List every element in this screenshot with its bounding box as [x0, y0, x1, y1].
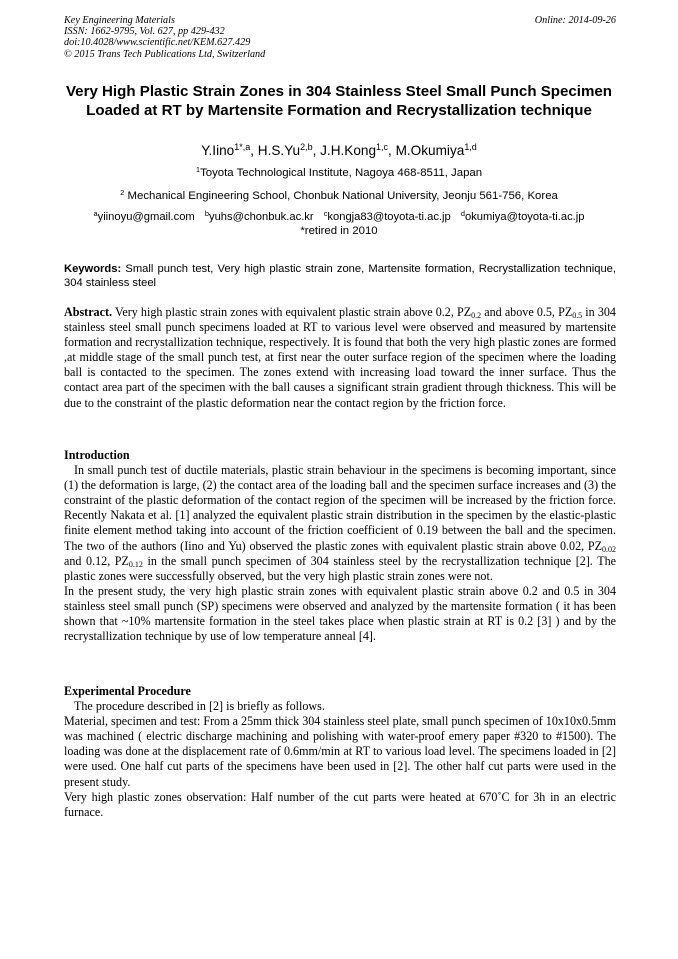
author-sup: 1,d	[464, 141, 477, 152]
affiliation-1: $^1$Toyota Technological Institute, Nagoya 468-8511, Japan	[195, 164, 483, 179]
email-link[interactable]: kongja83@toyota-ti.ac.jp	[327, 211, 451, 223]
online-date: Online: 2014-09-26	[534, 15, 616, 26]
paper-title: Very High Plastic Strain Zones in 304 Stainless Steel Small Punch Specimen Loaded at RT by Martensite Formation and Recrystallization technique	[65, 83, 613, 119]
keywords-text: Small punch test, Very high plastic strain zone, Martensite formation, Recrystallization technique, 304 stainless steel	[64, 263, 616, 290]
experimental-paragraph-2: Material, specimen and test: From a 25mm thick 304 stainless steel plate, small punch specimen of 10x10x0.5mm was machined ( electric discharge machining and polishing with water-proof emery paper #320 to #1500). The loading was done at the displacement rate of 0.6mm/min at RT to various load level. The specimens loaded in [2] were used. One half cut parts of the specimens have been used in [2]. The other half cut parts were used in the present study.	[64, 714, 616, 789]
introduction-paragraph-2: In the present study, the very high plastic strain zones with equivalent plastic strain above 0.2 and 0.5 in 304 stainless steel small punch (SP) specimens were observed and analyzed by the martensite formation ( it has been shown that ~10% martensite formation in the steel takes place when plastic strain at RT is 0.2 [3] ) and by the recrystallization technique by use of low temperature anneal [4].	[64, 583, 616, 644]
author-sup: 1,c	[376, 141, 389, 152]
experimental-heading: Experimental Procedure	[64, 684, 191, 698]
introduction-paragraph-1: In small punch test of ductile materials, plastic strain behaviour in the specimens is becoming important, since (1) the deformation is large, (2) the contact area of the loading ball and the specimen surface increases and (3) the constraint of the plastic deformation of the contact region of the specimen will be increased by the friction force. Recently Nakata et al. [1] analyzed the equivalent plastic strain distribution in the specimen by the elastic-plastic finite element method taking into account of the friction coefficient of 0.19 between the ball and the specimen. The two of the authors (Iino and Yu) observed the plastic zones with equivalent plastic strain above 0.02, $PZ_{0.02}$ and 0.12, $PZ_{0.12}$ in the small punch specimen of 304 stainless steel by the recrystallization technique [2]. The plastic zones were successfully observed, but the very high plastic strain zones were not.	[64, 463, 616, 583]
journal-issn: ISSN: 1662-9795, Vol. 627, pp 429-432	[64, 26, 225, 38]
experimental-section	[64, 684, 616, 820]
author-sup: 2,b	[300, 141, 313, 152]
author-name: H.S.Yu	[257, 143, 301, 158]
affiliation-2: $^2$ Mechanical Engineering School, Chonbuk National University, Jeonju 561-756, Korea	[120, 187, 558, 202]
experimental-paragraph-3: Very high plastic zones observation: Half number of the cut parts were heated at 670˚C for 3h in an electric furnace.	[64, 789, 616, 819]
keywords-label: Keywords:	[64, 263, 122, 275]
author-name: M.Okumiya	[395, 143, 465, 158]
journal-name: Key Engineering Materials	[64, 15, 175, 26]
journal-doi: doi:10.4028/www.scientific.net/KEM.627.429	[64, 37, 251, 49]
journal-copyright: © 2015 Trans Tech Publications Ltd, Switzerland	[64, 48, 266, 60]
email-link[interactable]: okumiya@toyota-ti.ac.jp	[464, 211, 585, 223]
journal-header	[64, 15, 616, 60]
keywords	[64, 262, 616, 290]
abstract-label: Abstract.	[64, 305, 113, 319]
email-link[interactable]: yiinoyu@gmail.com	[97, 211, 195, 223]
introduction-heading: Introduction	[64, 448, 130, 462]
author-name: Y.Iino	[201, 143, 235, 158]
author-list: Y.Iino$^{1*,a}$, H.S.Yu$^{2,b}$, J.H.Kong$^{1,c}$, M.Okumiya$^{1,d}$	[201, 141, 477, 158]
introduction-section	[64, 448, 616, 644]
author-name: J.H.Kong	[320, 143, 377, 158]
experimental-paragraph-1: The procedure described in [2] is briefly as follows.	[74, 699, 325, 714]
email-list: $^a$yiinoyu@gmail.com $^b$yuhs@chonbuk.ac.kr $^c$kongja83@toyota-ti.ac.jp $^d$okumiya@toyota-ti.ac.jp	[93, 208, 585, 223]
email-link[interactable]: yuhs@chonbuk.ac.kr	[208, 211, 314, 223]
author-sup: 1*,a	[234, 141, 251, 152]
abstract-section: Abstract. Very high plastic strain zones with equivalent plastic strain above 0.2, $PZ_{0.2}$ and above 0.5, $PZ_{0.5}$ in 304 stainless steel small punch specimens loaded at RT to various level were observed and measured by martensite formation and recrystallization technique, respectively. It is found that both the very high plastic zones are formed ,at middle stage of the small punch test, at first near the outer surface region of the specimen where the loading ball is contacted to the specimen. The zones extend with increasing load toward the inner surface. Thus the contact area part of the specimen with the ball causes a significant strain gradient through thickness. This will be due to the constraint of the plastic deformation near the contact region by the friction force.	[64, 305, 616, 410]
retired-note: *retired in 2010	[300, 225, 378, 237]
